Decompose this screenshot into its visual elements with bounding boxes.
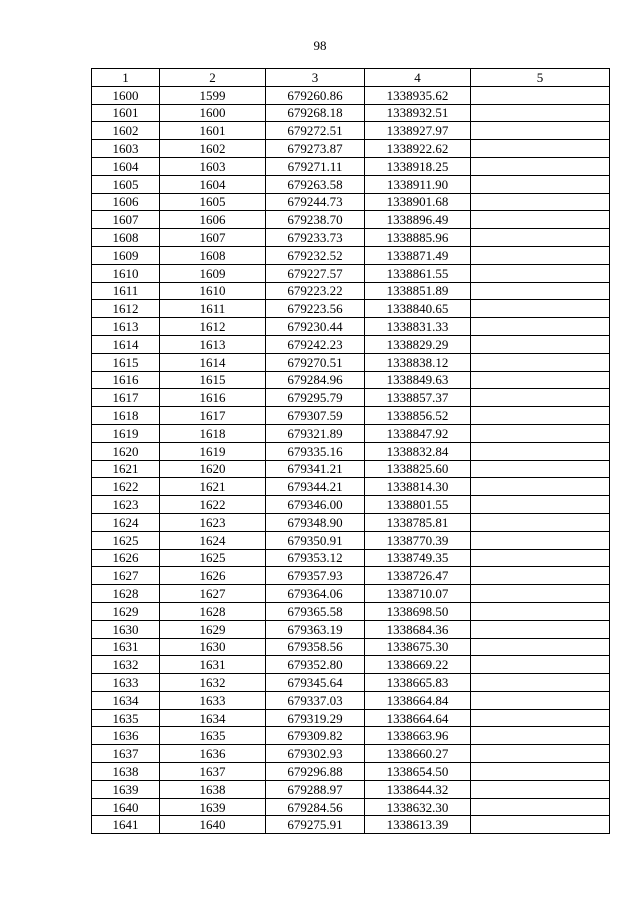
table-row — [92, 424, 610, 442]
table-row — [92, 567, 610, 585]
table-cell — [471, 193, 610, 211]
table-cell: 1338664.84 — [365, 691, 471, 709]
table-cell: 1338849.63 — [365, 371, 471, 389]
table-cell: 1616 — [92, 371, 160, 389]
table-cell: 1630 — [160, 638, 266, 656]
table-cell: 1338871.49 — [365, 246, 471, 264]
table-cell: 1635 — [92, 709, 160, 727]
table-cell: 1338885.96 — [365, 229, 471, 247]
table-cell: 1609 — [92, 246, 160, 264]
table-cell: 1338660.27 — [365, 745, 471, 763]
page-number: 98 — [313, 38, 327, 53]
table-cell: 1338861.55 — [365, 264, 471, 282]
table-cell: 1608 — [92, 229, 160, 247]
table-cell — [471, 371, 610, 389]
table-cell — [471, 780, 610, 798]
table-cell: 679321.89 — [266, 424, 365, 442]
table-cell: 1338918.25 — [365, 157, 471, 175]
table-cell: 1625 — [160, 549, 266, 567]
table-cell: 679353.12 — [266, 549, 365, 567]
table-cell: 1338726.47 — [365, 567, 471, 585]
table-cell: 679268.18 — [266, 104, 365, 122]
table-cell: 679363.19 — [266, 620, 365, 638]
table-cell: 1610 — [92, 264, 160, 282]
table-row — [92, 638, 610, 656]
table-body — [92, 86, 610, 833]
table-row — [92, 407, 610, 425]
table-cell: 1618 — [160, 424, 266, 442]
table-row — [92, 389, 610, 407]
table-cell — [471, 798, 610, 816]
table-cell: 679230.44 — [266, 318, 365, 336]
table-cell — [471, 496, 610, 514]
table-cell: 1617 — [160, 407, 266, 425]
table-cell: 1617 — [92, 389, 160, 407]
table-cell: 1636 — [160, 745, 266, 763]
table-cell: 1607 — [160, 229, 266, 247]
table-cell: 1624 — [92, 513, 160, 531]
table-cell: 1640 — [160, 816, 266, 834]
table-cell: 1606 — [160, 211, 266, 229]
table-cell: 679341.21 — [266, 460, 365, 478]
table-cell: 679358.56 — [266, 638, 365, 656]
table-row — [92, 246, 610, 264]
table-cell: 1338847.92 — [365, 424, 471, 442]
table-cell: 1338935.62 — [365, 86, 471, 104]
table-cell: 1338911.90 — [365, 175, 471, 193]
table-cell: 679296.88 — [266, 763, 365, 781]
table-cell: 679364.06 — [266, 585, 365, 603]
table-row — [92, 816, 610, 834]
table-cell: 1632 — [92, 656, 160, 674]
table-row — [92, 780, 610, 798]
table-cell: 1618 — [92, 407, 160, 425]
table-cell: 1637 — [160, 763, 266, 781]
table-cell: 1640 — [92, 798, 160, 816]
table-cell: 1338785.81 — [365, 513, 471, 531]
table-cell: 1603 — [92, 140, 160, 158]
table-cell: 1632 — [160, 674, 266, 692]
table-cell: 1606 — [92, 193, 160, 211]
table-cell: 1630 — [92, 620, 160, 638]
table-cell: 1627 — [160, 585, 266, 603]
table-row — [92, 531, 610, 549]
table-row — [92, 745, 610, 763]
table-row — [92, 496, 610, 514]
table-cell — [471, 389, 610, 407]
table-cell: 679295.79 — [266, 389, 365, 407]
table-cell: 1638 — [92, 763, 160, 781]
column-header: 1 — [92, 69, 160, 87]
table-cell: 1616 — [160, 389, 266, 407]
table-cell: 1338901.68 — [365, 193, 471, 211]
table-cell: 1634 — [160, 709, 266, 727]
table-cell: 679238.70 — [266, 211, 365, 229]
table-cell: 1611 — [160, 300, 266, 318]
table-cell: 1338675.30 — [365, 638, 471, 656]
table-cell: 1338654.50 — [365, 763, 471, 781]
table-cell: 1636 — [92, 727, 160, 745]
table-cell — [471, 442, 610, 460]
table-cell: 1626 — [92, 549, 160, 567]
table-cell: 1609 — [160, 264, 266, 282]
table-cell: 1601 — [160, 122, 266, 140]
table-row — [92, 300, 610, 318]
table-row — [92, 442, 610, 460]
table-cell — [471, 691, 610, 709]
table-row — [92, 157, 610, 175]
table-cell — [471, 478, 610, 496]
table-row — [92, 691, 610, 709]
table-cell: 1627 — [92, 567, 160, 585]
table-cell: 1610 — [160, 282, 266, 300]
table-cell: 679275.91 — [266, 816, 365, 834]
column-header: 4 — [365, 69, 471, 87]
table-cell: 679357.93 — [266, 567, 365, 585]
table-row — [92, 585, 610, 603]
table-cell: 1600 — [92, 86, 160, 104]
table-cell: 679302.93 — [266, 745, 365, 763]
table-row — [92, 709, 610, 727]
table-cell: 679271.11 — [266, 157, 365, 175]
table-cell: 1604 — [92, 157, 160, 175]
table-cell: 1338922.62 — [365, 140, 471, 158]
table-row — [92, 460, 610, 478]
column-header: 5 — [471, 69, 610, 87]
table-cell: 1613 — [160, 335, 266, 353]
table-cell: 1638 — [160, 780, 266, 798]
table-cell: 1622 — [160, 496, 266, 514]
table-cell: 679288.97 — [266, 780, 365, 798]
table-cell: 679272.51 — [266, 122, 365, 140]
table-cell: 679319.29 — [266, 709, 365, 727]
table-cell: 1624 — [160, 531, 266, 549]
table-cell — [471, 264, 610, 282]
table-cell: 1338840.65 — [365, 300, 471, 318]
table-cell: 1623 — [160, 513, 266, 531]
table-cell: 679270.51 — [266, 353, 365, 371]
table-cell — [471, 727, 610, 745]
table-cell: 679337.03 — [266, 691, 365, 709]
table-cell: 1338829.29 — [365, 335, 471, 353]
table-cell: 679284.96 — [266, 371, 365, 389]
table-cell: 1338663.96 — [365, 727, 471, 745]
table-header-row — [92, 69, 610, 87]
table-cell — [471, 335, 610, 353]
table-cell — [471, 513, 610, 531]
table-cell: 1613 — [92, 318, 160, 336]
table-cell: 1619 — [160, 442, 266, 460]
table-cell: 1615 — [92, 353, 160, 371]
table-cell — [471, 157, 610, 175]
table-row — [92, 549, 610, 567]
table-cell: 1629 — [160, 620, 266, 638]
table-cell — [471, 122, 610, 140]
table-row — [92, 602, 610, 620]
table-cell — [471, 318, 610, 336]
table-cell: 1621 — [160, 478, 266, 496]
table-cell: 1338669.22 — [365, 656, 471, 674]
table-row — [92, 513, 610, 531]
table-cell: 1338664.64 — [365, 709, 471, 727]
table-cell: 679223.56 — [266, 300, 365, 318]
table-cell — [471, 282, 610, 300]
table-cell: 1338832.84 — [365, 442, 471, 460]
table-cell: 1338896.49 — [365, 211, 471, 229]
table-cell: 1338857.37 — [365, 389, 471, 407]
table-cell — [471, 816, 610, 834]
table-cell: 1614 — [160, 353, 266, 371]
table-cell: 1601 — [92, 104, 160, 122]
table-cell: 1614 — [92, 335, 160, 353]
table-cell: 1619 — [92, 424, 160, 442]
table-cell: 1626 — [160, 567, 266, 585]
table-cell: 679284.56 — [266, 798, 365, 816]
table-cell: 1338710.07 — [365, 585, 471, 603]
table-row — [92, 727, 610, 745]
table-cell: 1599 — [160, 86, 266, 104]
table-cell — [471, 460, 610, 478]
table-cell: 1338801.55 — [365, 496, 471, 514]
table-row — [92, 656, 610, 674]
table-row — [92, 620, 610, 638]
table-cell: 679244.73 — [266, 193, 365, 211]
table-cell: 679273.87 — [266, 140, 365, 158]
table-cell: 1612 — [92, 300, 160, 318]
table-cell: 1338684.36 — [365, 620, 471, 638]
table-cell: 679352.80 — [266, 656, 365, 674]
table-cell: 1612 — [160, 318, 266, 336]
table-cell: 679263.58 — [266, 175, 365, 193]
table-cell: 679233.73 — [266, 229, 365, 247]
table-row — [92, 674, 610, 692]
table-cell — [471, 104, 610, 122]
table-cell: 1639 — [160, 798, 266, 816]
table-cell — [471, 674, 610, 692]
table-cell: 679309.82 — [266, 727, 365, 745]
table-cell — [471, 763, 610, 781]
table-cell: 1615 — [160, 371, 266, 389]
table-cell — [471, 175, 610, 193]
table-cell: 1620 — [92, 442, 160, 460]
table-row — [92, 478, 610, 496]
table-cell: 1338613.39 — [365, 816, 471, 834]
table-row — [92, 86, 610, 104]
table-row — [92, 140, 610, 158]
table-cell — [471, 300, 610, 318]
table-cell — [471, 638, 610, 656]
table-cell: 1338749.35 — [365, 549, 471, 567]
table-cell — [471, 424, 610, 442]
table-cell: 1634 — [92, 691, 160, 709]
table-cell: 1628 — [160, 602, 266, 620]
table-cell — [471, 745, 610, 763]
table-cell: 679350.91 — [266, 531, 365, 549]
table-row — [92, 264, 610, 282]
table-cell: 679365.58 — [266, 602, 365, 620]
table-row — [92, 763, 610, 781]
table-cell: 679335.16 — [266, 442, 365, 460]
table-cell: 679227.57 — [266, 264, 365, 282]
table-cell: 1635 — [160, 727, 266, 745]
table-cell — [471, 140, 610, 158]
table-cell — [471, 211, 610, 229]
table-row — [92, 175, 610, 193]
table-cell: 1625 — [92, 531, 160, 549]
table-cell: 1620 — [160, 460, 266, 478]
table-cell: 1338831.33 — [365, 318, 471, 336]
table-cell: 679344.21 — [266, 478, 365, 496]
table-cell — [471, 709, 610, 727]
table-cell: 1607 — [92, 211, 160, 229]
table-cell: 1602 — [160, 140, 266, 158]
table-cell: 679348.90 — [266, 513, 365, 531]
table-cell — [471, 407, 610, 425]
table-cell: 679307.59 — [266, 407, 365, 425]
table-cell: 1338927.97 — [365, 122, 471, 140]
table-cell: 1338698.50 — [365, 602, 471, 620]
table-row — [92, 335, 610, 353]
table-row — [92, 193, 610, 211]
table-cell: 679346.00 — [266, 496, 365, 514]
table-row — [92, 122, 610, 140]
table-cell: 1631 — [160, 656, 266, 674]
table-cell: 1631 — [92, 638, 160, 656]
table-row — [92, 371, 610, 389]
table-cell: 1621 — [92, 460, 160, 478]
table-cell: 1623 — [92, 496, 160, 514]
table-cell: 1338770.39 — [365, 531, 471, 549]
table-row — [92, 104, 610, 122]
table-cell: 1608 — [160, 246, 266, 264]
table-cell: 679223.22 — [266, 282, 365, 300]
table-row — [92, 229, 610, 247]
table-cell: 679345.64 — [266, 674, 365, 692]
column-header: 3 — [266, 69, 365, 87]
table-cell: 1611 — [92, 282, 160, 300]
table-cell: 1629 — [92, 602, 160, 620]
table-cell: 1633 — [92, 674, 160, 692]
table-cell: 1338644.32 — [365, 780, 471, 798]
table-cell: 1600 — [160, 104, 266, 122]
table-cell — [471, 229, 610, 247]
table-cell — [471, 585, 610, 603]
table-cell: 1605 — [92, 175, 160, 193]
table-cell: 1633 — [160, 691, 266, 709]
column-header: 2 — [160, 69, 266, 87]
table-row — [92, 211, 610, 229]
table-cell: 1603 — [160, 157, 266, 175]
table-cell — [471, 656, 610, 674]
table-cell: 1605 — [160, 193, 266, 211]
table-cell: 1338814.30 — [365, 478, 471, 496]
table-cell — [471, 86, 610, 104]
table-cell — [471, 353, 610, 371]
table-cell: 1338665.83 — [365, 674, 471, 692]
table-cell — [471, 549, 610, 567]
table-cell: 679260.86 — [266, 86, 365, 104]
table-cell: 1338851.89 — [365, 282, 471, 300]
table-row — [92, 798, 610, 816]
table-row — [92, 353, 610, 371]
table-cell: 1628 — [92, 585, 160, 603]
table-cell: 1641 — [92, 816, 160, 834]
table-cell: 1637 — [92, 745, 160, 763]
table-cell: 1602 — [92, 122, 160, 140]
table-row — [92, 318, 610, 336]
table-cell: 1639 — [92, 780, 160, 798]
table-cell: 679232.52 — [266, 246, 365, 264]
table-cell: 1338932.51 — [365, 104, 471, 122]
table-row — [92, 282, 610, 300]
table-cell: 1622 — [92, 478, 160, 496]
coordinates-table — [91, 68, 610, 834]
table-cell — [471, 620, 610, 638]
table-cell: 1338825.60 — [365, 460, 471, 478]
table-cell: 1338856.52 — [365, 407, 471, 425]
table-cell — [471, 567, 610, 585]
table-cell: 1338838.12 — [365, 353, 471, 371]
table-cell — [471, 531, 610, 549]
table-cell: 679242.23 — [266, 335, 365, 353]
table-cell: 1338632.30 — [365, 798, 471, 816]
table-cell — [471, 246, 610, 264]
table-cell: 1604 — [160, 175, 266, 193]
table-cell — [471, 602, 610, 620]
